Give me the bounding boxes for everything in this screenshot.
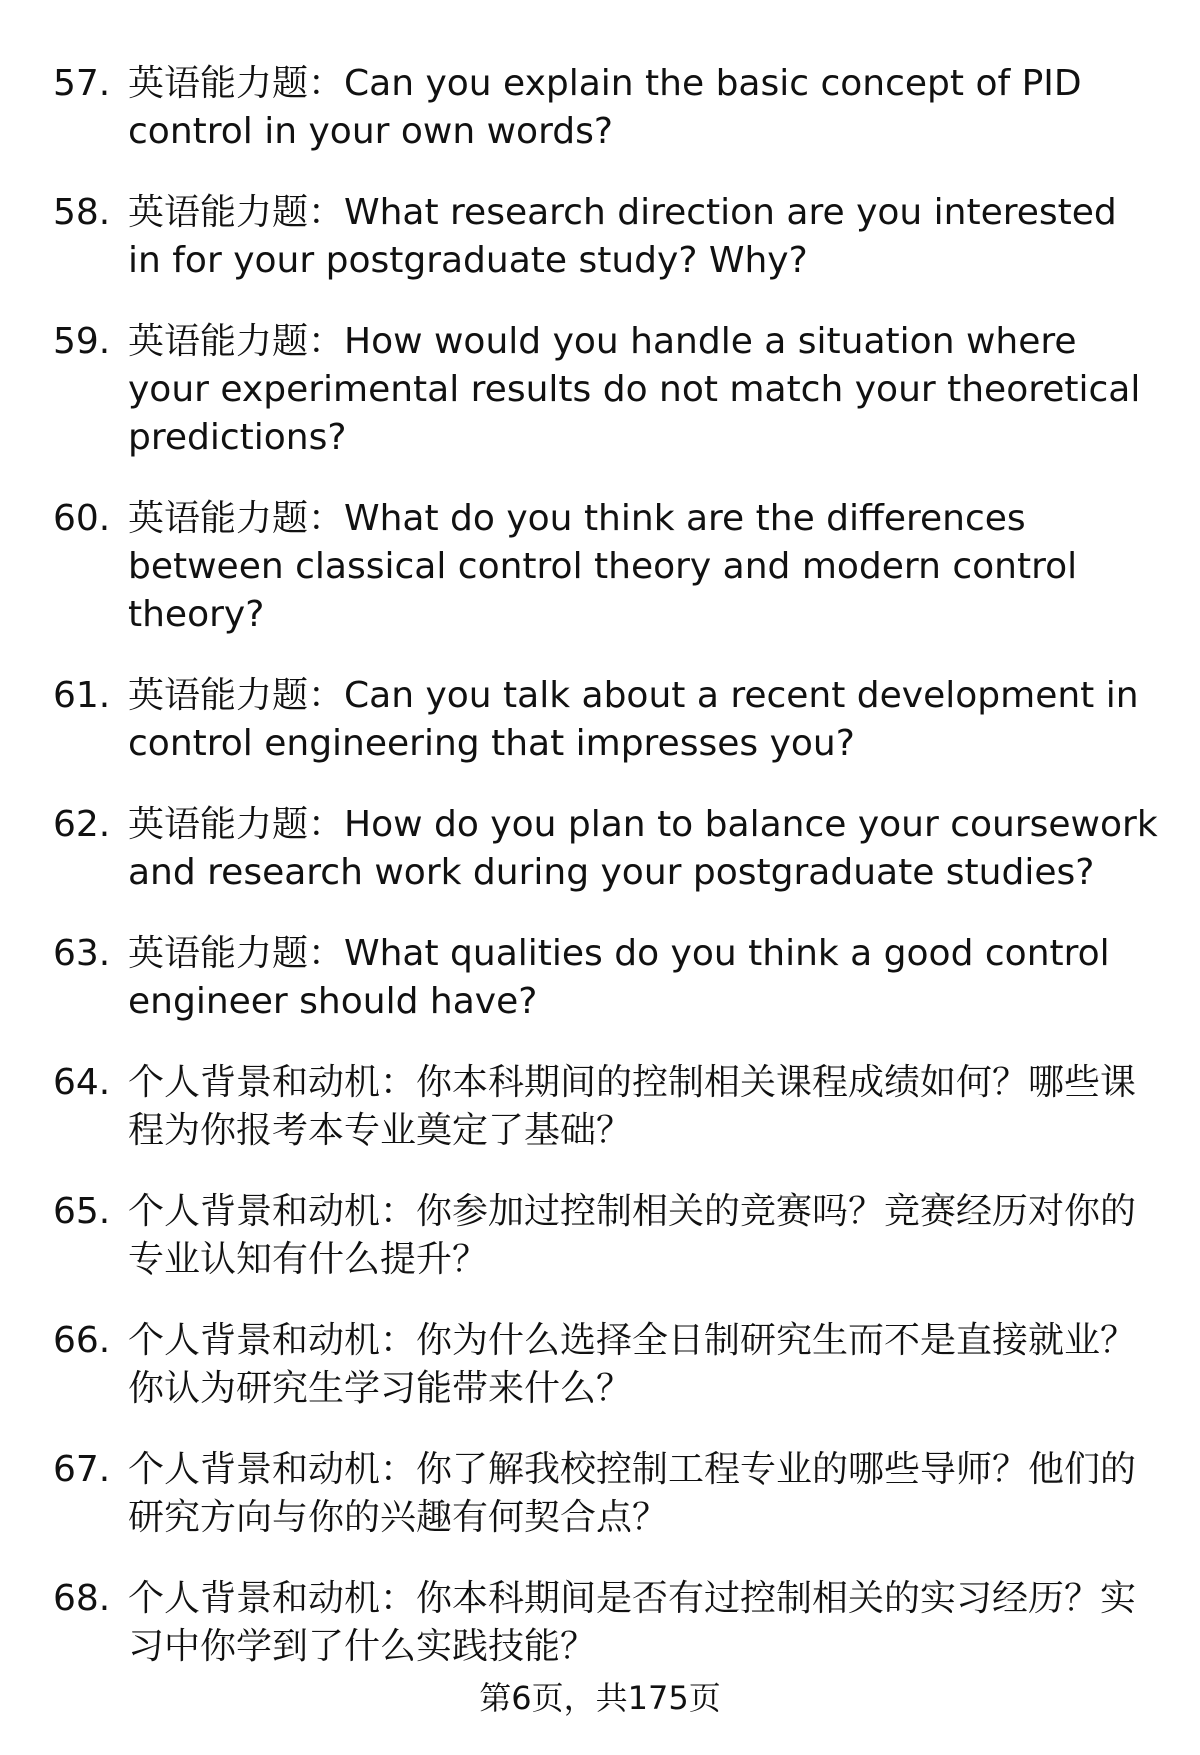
question-item (0, 1188, 1200, 1284)
question-text: 个人背景和动机：你为什么选择全日制研究生而不是直接就业？你认为研究生学习能带来什么？ (128, 1320, 1137, 1409)
question-text: 个人背景和动机：你本科期间是否有过控制相关的实习经历？实习中你学到了什么实践技能？ (128, 1578, 1137, 1667)
question-number: 61. (53, 675, 111, 716)
question-number: 62. (53, 804, 111, 845)
question-list (0, 60, 1200, 1704)
question-text: 个人背景和动机：你了解我校控制工程专业的哪些导师？他们的研究方向与你的兴趣有何契合点？ (128, 1449, 1137, 1538)
question-item (0, 318, 1200, 462)
question-item (0, 495, 1200, 639)
question-item (0, 801, 1200, 897)
question-item (0, 930, 1200, 1026)
question-number: 67. (53, 1449, 111, 1490)
question-number: 63. (53, 933, 111, 974)
question-item (0, 672, 1200, 768)
question-number: 57. (53, 63, 111, 104)
question-text: 英语能力题：What do you think are the differences between classical control theory and modern control theory? (128, 498, 1078, 635)
question-text: 英语能力题：What qualities do you think a good control engineer should have? (128, 933, 1110, 1022)
question-number: 66. (53, 1320, 111, 1361)
question-text: 英语能力题：Can you talk about a recent development in control engineering that impresses you? (128, 675, 1139, 764)
question-text: 英语能力题：What research direction are you interested in for your postgraduate study? Why? (128, 192, 1117, 281)
question-text: 个人背景和动机：你参加过控制相关的竞赛吗？竞赛经历对你的专业认知有什么提升？ (128, 1191, 1137, 1280)
question-item (0, 1317, 1200, 1413)
question-item (0, 60, 1200, 156)
question-number: 64. (53, 1062, 111, 1103)
question-number: 60. (53, 498, 111, 539)
question-number: 58. (53, 192, 111, 233)
question-text: 英语能力题：How would you handle a situation where your experimental results do not match your theoretical predictions? (128, 321, 1141, 458)
question-item (0, 189, 1200, 285)
question-number: 59. (53, 321, 111, 362)
question-text: 个人背景和动机：你本科期间的控制相关课程成绩如何？哪些课程为你报考本专业奠定了基础？ (128, 1062, 1137, 1151)
question-item (0, 1059, 1200, 1155)
question-text: 英语能力题：How do you plan to balance your coursework and research work during your postgraduate studies? (128, 804, 1158, 893)
question-number: 68. (53, 1578, 111, 1619)
question-number: 65. (53, 1191, 111, 1232)
question-item (0, 1446, 1200, 1542)
page-number-footer: 第6页，共175页 (479, 1679, 721, 1717)
question-item (0, 1575, 1200, 1671)
question-text: 英语能力题：Can you explain the basic concept of PID control in your own words? (128, 63, 1082, 152)
